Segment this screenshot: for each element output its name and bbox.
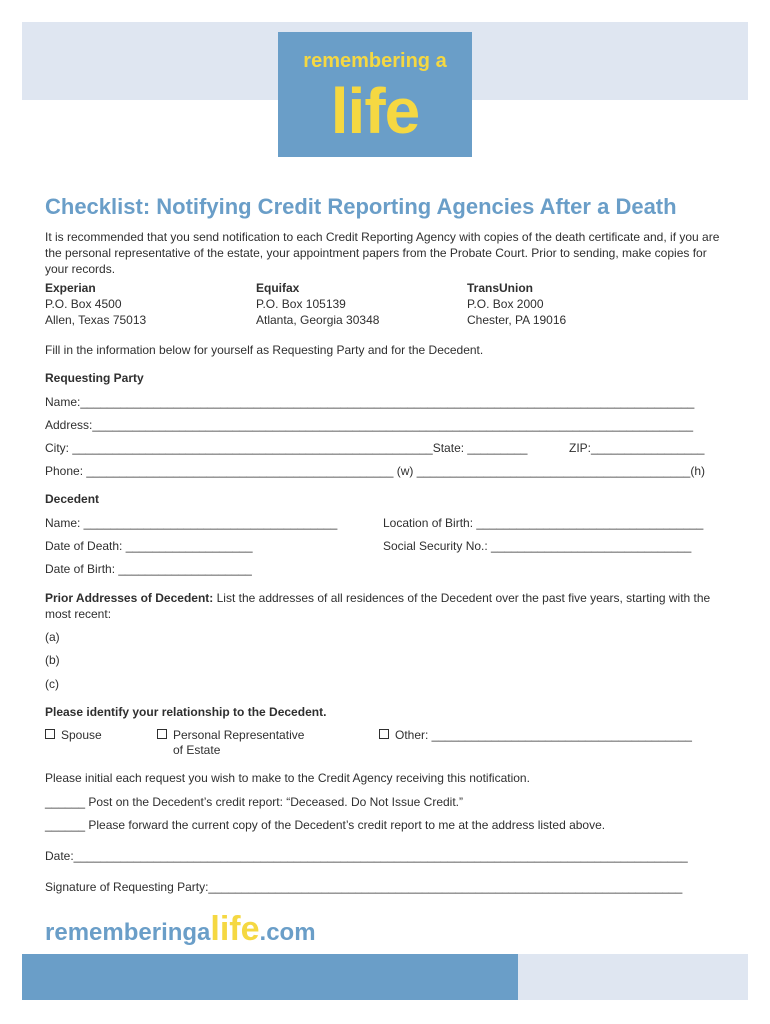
prior-addresses-instruction — [45, 590, 717, 622]
agency-transunion — [467, 280, 566, 328]
request-forward-report[interactable]: ______ Please forward the current copy of the Decedent’s credit report to me at the address listed above. — [45, 818, 606, 832]
personal-rep-label-line1: Personal Representative — [173, 728, 305, 742]
other-label: Other: _______________________________________ — [395, 728, 692, 742]
page-title: Checklist: Notifying Credit Reporting Agencies After a Death — [45, 194, 677, 219]
prior-address-c[interactable]: (c) — [45, 677, 59, 691]
prior-addresses-label: Prior Addresses of Decedent: — [45, 591, 214, 605]
intro-paragraph: It is recommended that you send notification to each Credit Reporting Agency with copies of the death certificate and, if you are the personal representative of the estate, your appointment papers from the Probate Court. Prior to sending, make copies for your records. — [45, 230, 720, 276]
prior-address-a[interactable]: (a) — [45, 630, 60, 644]
checkbox-icon[interactable] — [157, 729, 167, 739]
personal-rep-label-line2: of Estate — [173, 743, 221, 757]
fill-instruction: Fill in the information below for yourself as Requesting Party and for the Decedent. — [45, 343, 484, 357]
agency-address-line1: P.O. Box 4500 — [45, 297, 122, 311]
agency-address-line1: P.O. Box 105139 — [256, 297, 346, 311]
other-option[interactable] — [379, 727, 692, 743]
footer-logo-pre: rememberinga — [45, 919, 211, 946]
relationship-heading: Please identify your relationship to the Decedent. — [45, 705, 327, 719]
footer-logo-mid: life — [210, 910, 260, 948]
personal-representative-option[interactable] — [157, 727, 304, 743]
date-field[interactable]: Date:____________________________________________________________________________________________ — [45, 849, 688, 863]
decedent-birthplace-field[interactable]: Location of Birth: __________________________________ — [383, 516, 704, 530]
footer-bar-blue — [22, 954, 518, 1000]
footer-logo-post: .com — [259, 919, 316, 946]
agency-name: TransUnion — [467, 281, 534, 295]
signature-field[interactable]: Signature of Requesting Party:_______________________________________________________________________ — [45, 880, 683, 894]
footer-logo — [45, 910, 316, 949]
agency-address-line2: Atlanta, Georgia 30348 — [256, 313, 380, 327]
logo-top-text: remembering a — [303, 50, 447, 72]
decedent-name-field[interactable]: Name: ______________________________________ — [45, 516, 338, 530]
agency-address-line2: Chester, PA 19016 — [467, 313, 567, 327]
agency-address-line1: P.O. Box 2000 — [467, 297, 544, 311]
request-deceased-flag[interactable]: ______ Post on the Decedent’s credit report: “Deceased. Do Not Issue Credit.” — [45, 795, 464, 809]
footer-bar-light — [518, 954, 748, 1000]
logo — [278, 32, 472, 157]
logo-main-text: life — [330, 75, 420, 147]
prior-addresses-text: List the addresses of all residences of the Decedent over the past five years, starting with the most recent: — [45, 591, 711, 621]
checkbox-icon[interactable] — [379, 729, 389, 739]
spouse-label: Spouse — [61, 728, 102, 742]
initial-instruction: Please initial each request you wish to make to the Credit Agency receiving this notification. — [45, 771, 530, 785]
requesting-phone-field[interactable]: Phone: ______________________________________________ (w) _________________________________________(h) — [45, 464, 705, 478]
requesting-zip-field[interactable]: ZIP:_________________ — [569, 441, 705, 455]
requesting-city-state-field[interactable]: City: ______________________________________________________State: _________ — [45, 441, 528, 455]
agency-name: Experian — [45, 281, 96, 295]
checkbox-icon[interactable] — [45, 729, 55, 739]
decedent-heading: Decedent — [45, 492, 100, 506]
spouse-option[interactable] — [45, 727, 102, 743]
requesting-name-field[interactable]: Name:____________________________________________________________________________________________ — [45, 395, 695, 409]
decedent-birth-date-field[interactable]: Date of Birth: ____________________ — [45, 562, 252, 576]
requesting-address-field[interactable]: Address:__________________________________________________________________________________________ — [45, 418, 693, 432]
requesting-party-heading: Requesting Party — [45, 371, 144, 385]
decedent-death-date-field[interactable]: Date of Death: ___________________ — [45, 539, 253, 553]
prior-address-b[interactable]: (b) — [45, 653, 60, 667]
agency-equifax — [256, 280, 379, 328]
agency-address-line2: Allen, Texas 75013 — [45, 313, 147, 327]
decedent-ssn-field[interactable]: Social Security No.: ______________________________ — [383, 539, 692, 553]
agency-name: Equifax — [256, 281, 300, 295]
agency-experian — [45, 280, 146, 328]
